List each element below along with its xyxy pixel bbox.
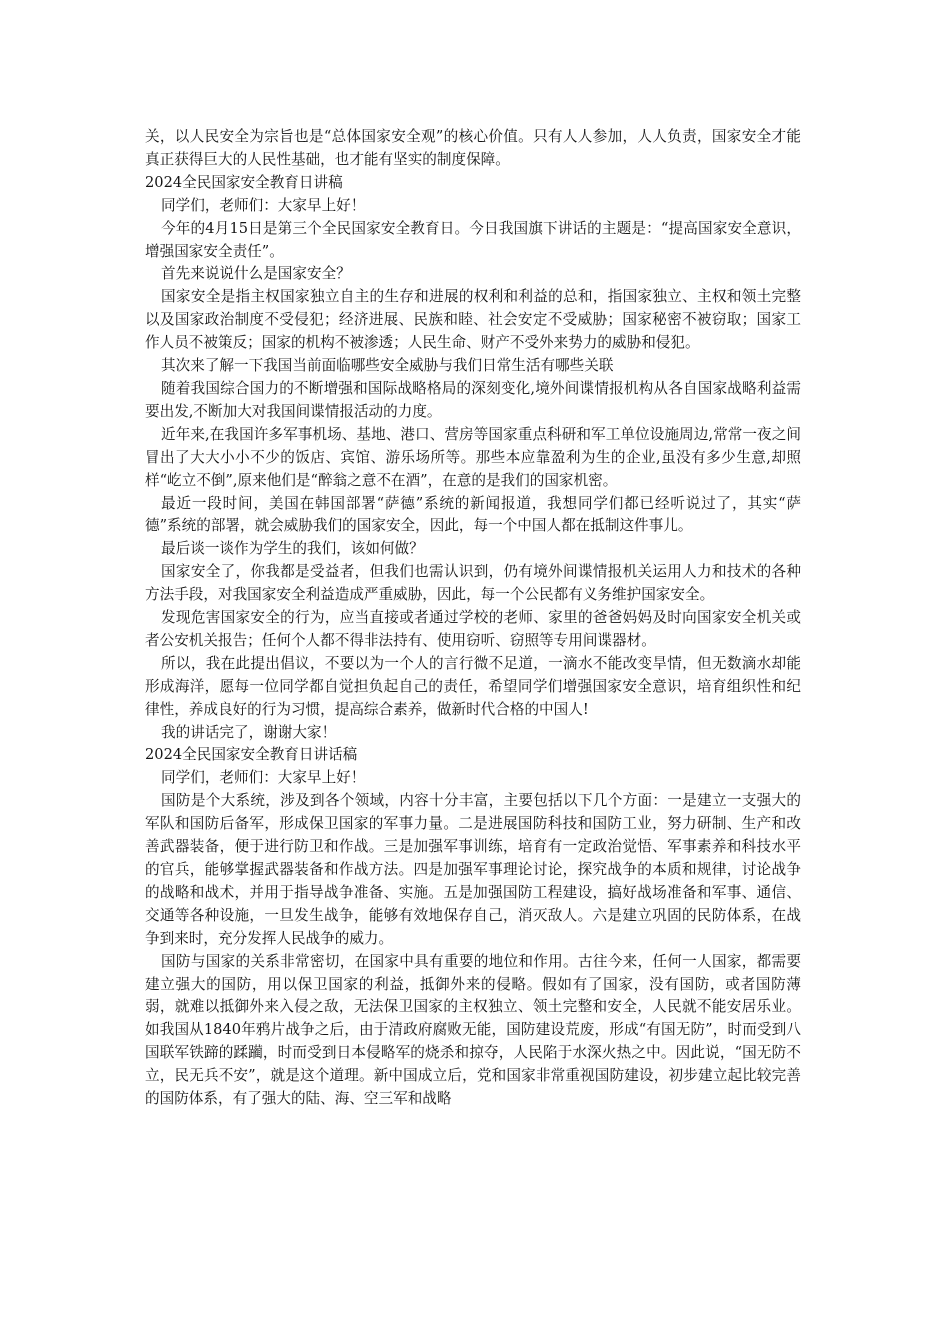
paragraph-definition: 国家安全是指主权国家独立自主的生存和进展的权利和利益的总和，指国家独立、主权和领土完整以及国家政治制度不受侵犯；经济进展、民族和睦、社会安定不受威胁；国家秘密不被窃取；国家工作人员不被策反；国家的机构不被渗透；人民生命、财产不受外来势力的威胁和侵犯。: [145, 288, 801, 352]
paragraph-beneficiaries: 国家安全了，你我都是受益者，但我们也需认识到，仍有境外间谍情报机关运用人力和技术的各种方法手段，对我国家安全利益造成严重威胁，因此，每一个公民都有义务维护国家安全。: [145, 563, 801, 604]
paragraph-question-3: 最后谈一谈作为学生的我们，该如何做？: [161, 540, 424, 558]
paragraph-closing: 我的讲话完了，谢谢大家！: [161, 723, 337, 741]
paragraph-question-2: 其次来了解一下我国当前面临哪些安全威胁与我们日常生活有哪些关联: [161, 357, 614, 375]
document-body: [145, 126, 801, 1111]
greeting-2: 同学们，老师们：大家早上好！: [161, 769, 366, 787]
greeting-1: 同学们，老师们：大家早上好！: [161, 196, 366, 214]
paragraph-threats: 随着我国综合国力的不断增强和国际战略格局的深刻变化,境外间谍情报机构从各自国家战略利益需要出发,不断加大对我国间谍情报活动的力度。: [145, 379, 801, 420]
paragraph-national-defense: 国防是个大系统，涉及到各个领域，内容十分丰富，主要包括以下几个方面：一是建立一支强大的军队和国防后备军，形成保卫国家的军事力量。二是进展国防科技和国防工业，努力研制、生产和改善武器装备，便于进行防卫和作战。三是加强军事训练，培育有一定政治觉悟、军事素养和科技水平的官兵，能够掌握武器装备和作战方法。四是加强军事理论讨论，探究战争的本质和规律，讨论战争的战略和战术，并用于指导战争准备、实施。五是加强国防工程建设，搞好战场准备和军事、通信、交通等各种设施，一旦发生战争，能够有效地保存自己，消灭敌人。六是建立巩固的民防体系，在战争到来时，充分发挥人民战争的威力。: [145, 792, 801, 947]
paragraph-recent-years: 近年来,在我国许多军事机场、基地、港口、营房等国家重点科研和军工单位设施周边,常常一夜之间冒出了大大小小不少的饭店、宾馆、游乐场所等。那些本应靠盈利为生的企业,虽没有多少生意,却照样“屹立不倒”,原来他们是“醉翁之意不在酒”，在意的是我们的国家机密。: [145, 425, 801, 489]
paragraph-defense-and-nation: 国防与国家的关系非常密切，在国家中具有重要的地位和作用。古往今来，任何一人国家，都需要建立强大的国防，用以保卫国家的利益，抵御外来的侵略。假如有了国家，没有国防，或者国防薄弱，就难以抵御外来入侵之敌，无法保卫国家的主权独立、领土完整和安全，人民就不能安居乐业。如我国从1840年鸦片战争之后，由于清政府腐败无能，国防建设荒废，形成“有国无防”，时而受到八国联军铁蹄的蹂躏，时而受到日本侵略军的烧杀和掠夺，人民陷于水深火热之中。因此说，“国无防不立，民无兵不安”，就是这个道理。新中国成立后，党和国家非常重视国防建设，初步建立起比较完善的国防体系，有了强大的陆、海、空三军和战略: [145, 952, 801, 1108]
paragraph-report: 发现危害国家安全的行为，应当直接或者通过学校的老师、家里的爸爸妈妈及时向国家安全机关或者公安机关报告；任何个人都不得非法持有、使用窃听、窃照等专用间谍器材。: [145, 609, 801, 649]
paragraph-initiative: 所以，我在此提出倡议，不要以为一个人的言行微不足道，一滴水不能改变旱情，但无数滴水却能形成海洋，愿每一位同学都自觉担负起自己的责任，希望同学们增强国家安全意识，培育组织性和纪律性，养成良好的行为习惯，提高综合素养，做新时代合格的中国人!: [145, 654, 801, 718]
speech-title-2: 2024全民国家安全教育日讲话稿: [145, 746, 358, 764]
speech-title-1: 2024全民国家安全教育日讲稿: [145, 173, 343, 191]
paragraph-theme: 今年的4月15日是第三个全民国家安全教育日。今日我国旗下讲话的主题是：“提高国家安全意识，增强国家安全责任”。: [145, 219, 801, 260]
paragraph-question-1: 首先来说说什么是国家安全？: [161, 265, 351, 283]
paragraph-thaad: 最近一段时间，美国在韩国部署“萨德”系统的新闻报道，我想同学们都已经听说过了，其实“萨德”系统的部署，就会威胁我们的国家安全，因此，每一个中国人都在抵制这件事儿。: [145, 494, 801, 535]
paragraph-continuation: 关，以人民安全为宗旨也是“总体国家安全观”的核心价值。只有人人参加，人人负责，国家安全才能真正获得巨大的人民性基础，也才能有坚实的制度保障。: [145, 128, 801, 168]
